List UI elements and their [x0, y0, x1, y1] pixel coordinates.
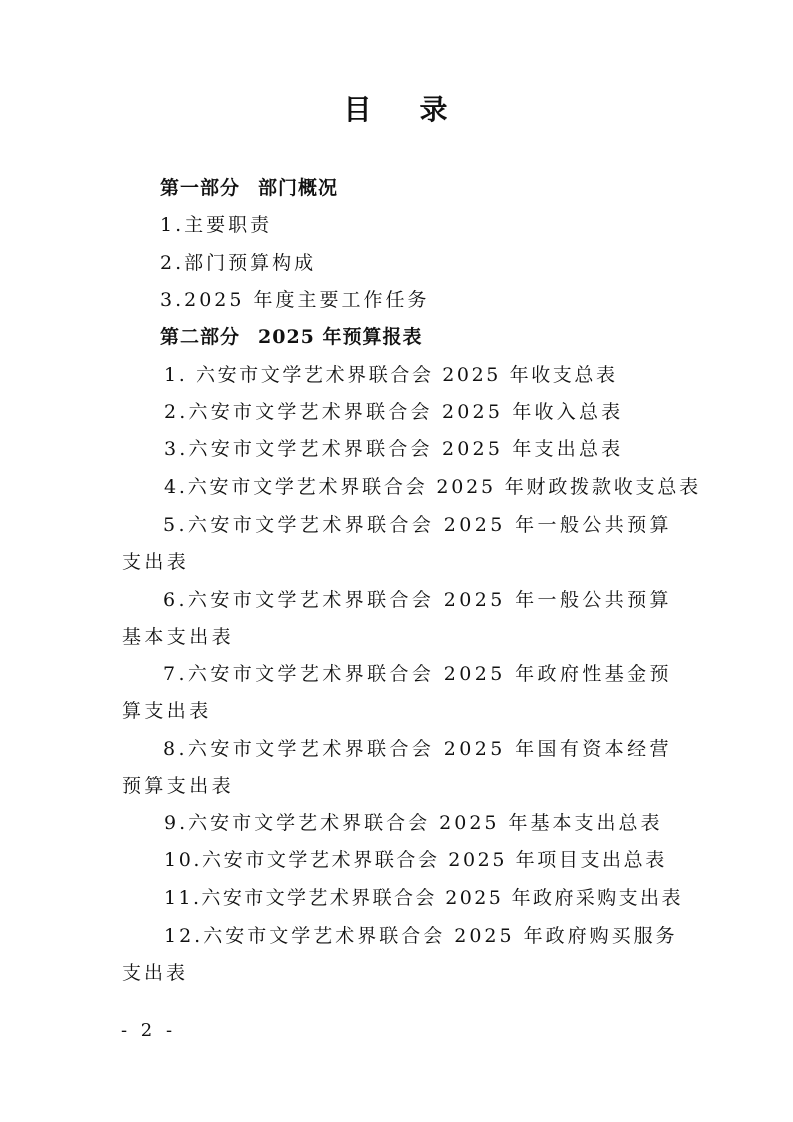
toc-item: 1. 六安市文学艺术界联合会 2025 年收支总表 [164, 364, 618, 386]
part1-heading-name: 部门概况 [258, 177, 339, 199]
toc-item: 2.部门预算构成 [160, 252, 317, 274]
toc-item: 4.六安市文学艺术界联合会 2025 年财政拨款收支总表 [164, 476, 701, 498]
toc-item: 3.2025 年度主要工作任务 [160, 289, 430, 311]
part1-heading-number: 第一部分 [160, 177, 241, 199]
part2-heading [160, 325, 423, 349]
toc-item: 6.六安市文学艺术界联合会 2025 年一般公共预算基本支出表 [122, 589, 672, 648]
toc-item: 10.六安市文学艺术界联合会 2025 年项目支出总表 [164, 849, 667, 871]
toc-item: 9.六安市文学艺术界联合会 2025 年基本支出总表 [164, 812, 663, 834]
page-title [0, 88, 793, 128]
title-char-1: 目 [343, 93, 374, 126]
toc-item: 11.六安市文学艺术界联合会 2025 年政府采购支出表 [164, 887, 683, 909]
toc-item: 12.六安市文学艺术界联合会 2025 年政府购买服务支出表 [122, 925, 678, 984]
toc-item: 5.六安市文学艺术界联合会 2025 年一般公共预算支出表 [122, 514, 672, 573]
page-number: - 2 - [121, 1020, 177, 1041]
part1-heading [160, 176, 338, 200]
part2-heading-number: 第二部分 [160, 326, 241, 348]
title-char-2: 录 [419, 93, 450, 126]
toc-item: 1.主要职责 [160, 214, 273, 236]
part2-heading-name: 2025 年预算报表 [258, 326, 423, 348]
toc-item: 3.六安市文学艺术界联合会 2025 年支出总表 [164, 438, 624, 460]
toc-item: 2.六安市文学艺术界联合会 2025 年收入总表 [164, 401, 624, 423]
toc-item: 7.六安市文学艺术界联合会 2025 年政府性基金预算支出表 [122, 663, 672, 722]
toc-item: 8.六安市文学艺术界联合会 2025 年国有资本经营预算支出表 [122, 738, 672, 797]
